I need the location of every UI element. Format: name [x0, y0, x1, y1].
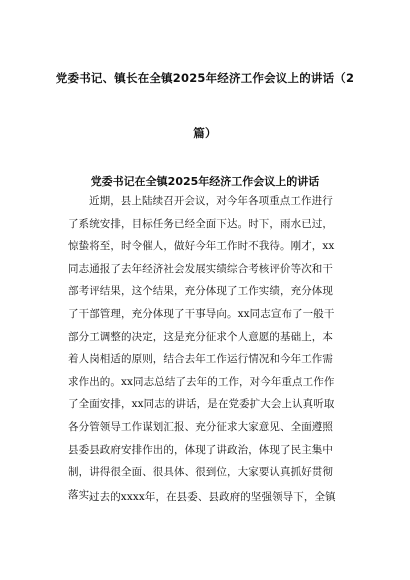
document-title-continuation: 篇）: [193, 126, 217, 140]
paragraph-line: 了全面安排，xx同志的讲话，是在党委扩大会上认真听取: [68, 398, 335, 411]
paragraph-line: 同志通报了去年经济社会发展实绩综合考核评价等次和干: [68, 262, 333, 275]
paragraph-line: 了系统安排，目标任务已经全面下达。时下，雨水已过，: [68, 217, 333, 230]
paragraph-line: 落实。: [68, 488, 100, 501]
paragraph-line: 各分管领导工作谋划汇报、充分征求大家意见、全面遵照: [68, 420, 333, 433]
paragraph-line: 惊蛰将至，时令催人，做好今年工作时不我待。刚才，xx: [68, 240, 335, 253]
paragraph-line: 县委县政府安排作出的，体现了讲政治，体现了民主集中: [68, 443, 333, 456]
paragraph-line: 制，讲得很全面、很具体、很到位，大家要认真抓好贯彻: [68, 466, 333, 479]
paragraph-line: 求作出的。xx同志总结了去年的工作，对今年重点工作作: [68, 375, 335, 388]
paragraph-line: 过去的xxxx年，在县委、县政府的坚强领导下，全镇: [89, 491, 336, 503]
paragraph-line: 近期，县上陆续召开会议，对今年各项重点工作进行: [89, 195, 333, 207]
body-paragraph-1: [68, 190, 342, 506]
body-paragraph-2: [68, 486, 342, 509]
paragraph-line: 着人岗相适的原则，结合去年工作运行情况和今年工作需: [68, 353, 333, 366]
speech-heading: 党委书记在全镇2025年经济工作会议上的讲话: [90, 175, 320, 188]
paragraph-line: 了干部管理，充分体现了干事导向。xx同志宣布了一般干: [68, 307, 335, 320]
document-title: 党委书记、镇长在全镇2025年经济工作会议上的讲话（2: [55, 71, 355, 85]
paragraph-line: 部分工调整的决定，这是充分征求个人意愿的基础上，本: [68, 330, 333, 343]
paragraph-line: 部考评结果，这个结果，充分体现了工作实绩，充分体现: [68, 285, 333, 298]
